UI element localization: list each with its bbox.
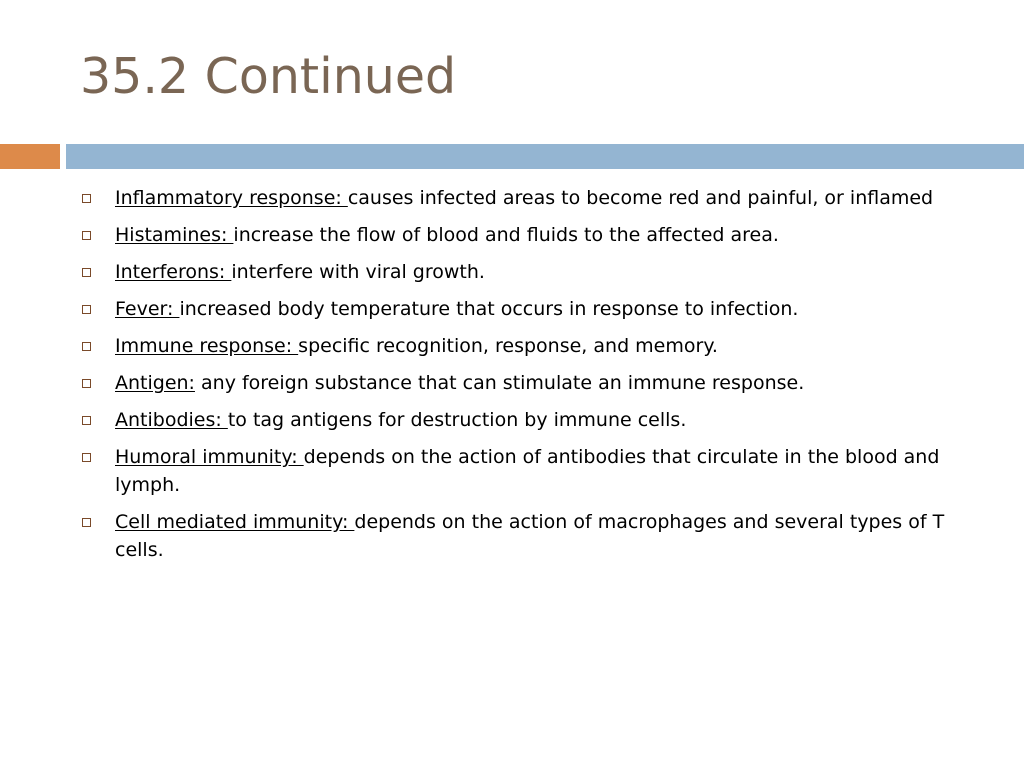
- hollow-square-bullet-icon: [82, 194, 91, 203]
- bullet-item-histamines: [80, 221, 980, 249]
- slide-title: 35.2 Continued: [80, 48, 457, 105]
- orange-accent-bar: [0, 144, 60, 169]
- definition-text: increase the flow of blood and fluids to the affected area.: [233, 224, 779, 246]
- term-label: Humoral immunity:: [115, 446, 304, 468]
- hollow-square-bullet-icon: [82, 342, 91, 351]
- hollow-square-bullet-icon: [82, 268, 91, 277]
- term-label: Histamines:: [115, 224, 234, 246]
- term-label: Fever:: [115, 298, 180, 320]
- bullet-item-inflammatory-response: [80, 184, 980, 212]
- hollow-square-bullet-icon: [82, 231, 91, 240]
- bullet-item-fever: [80, 295, 980, 323]
- bullet-item-antigen: [80, 369, 980, 397]
- bullet-list: [80, 184, 980, 573]
- bullet-item-antibodies: [80, 406, 980, 434]
- hollow-square-bullet-icon: [82, 453, 91, 462]
- term-label: Antibodies:: [115, 409, 228, 431]
- term-label: Immune response:: [115, 335, 299, 357]
- term-label: Antigen:: [115, 372, 195, 394]
- definition-text: any foreign substance that can stimulate an immune response.: [194, 372, 805, 394]
- bullet-item-immune-response: [80, 332, 980, 360]
- definition-text: interfere with viral growth.: [231, 261, 485, 283]
- hollow-square-bullet-icon: [82, 518, 91, 527]
- definition-text: depends on the action of antibodies that circulate in the blood and lymph.: [115, 446, 940, 496]
- term-label: Interferons:: [115, 261, 232, 283]
- hollow-square-bullet-icon: [82, 379, 91, 388]
- hollow-square-bullet-icon: [82, 305, 91, 314]
- term-label: Cell mediated immunity:: [115, 511, 355, 533]
- blue-header-bar: [66, 144, 1024, 169]
- definition-text: specific recognition, response, and memory.: [298, 335, 718, 357]
- bullet-item-cell-mediated-immunity: [80, 508, 980, 564]
- definition-text: causes infected areas to become red and painful, or inflamed: [347, 187, 934, 209]
- definition-text: increased body temperature that occurs in response to infection.: [179, 298, 799, 320]
- hollow-square-bullet-icon: [82, 416, 91, 425]
- term-label: Inflammatory response:: [115, 187, 348, 209]
- bullet-item-interferons: [80, 258, 980, 286]
- bullet-item-humoral-immunity: [80, 443, 980, 499]
- definition-text: to tag antigens for destruction by immune cells.: [227, 409, 687, 431]
- definition-text: depends on the action of macrophages and several types of T cells.: [115, 511, 945, 561]
